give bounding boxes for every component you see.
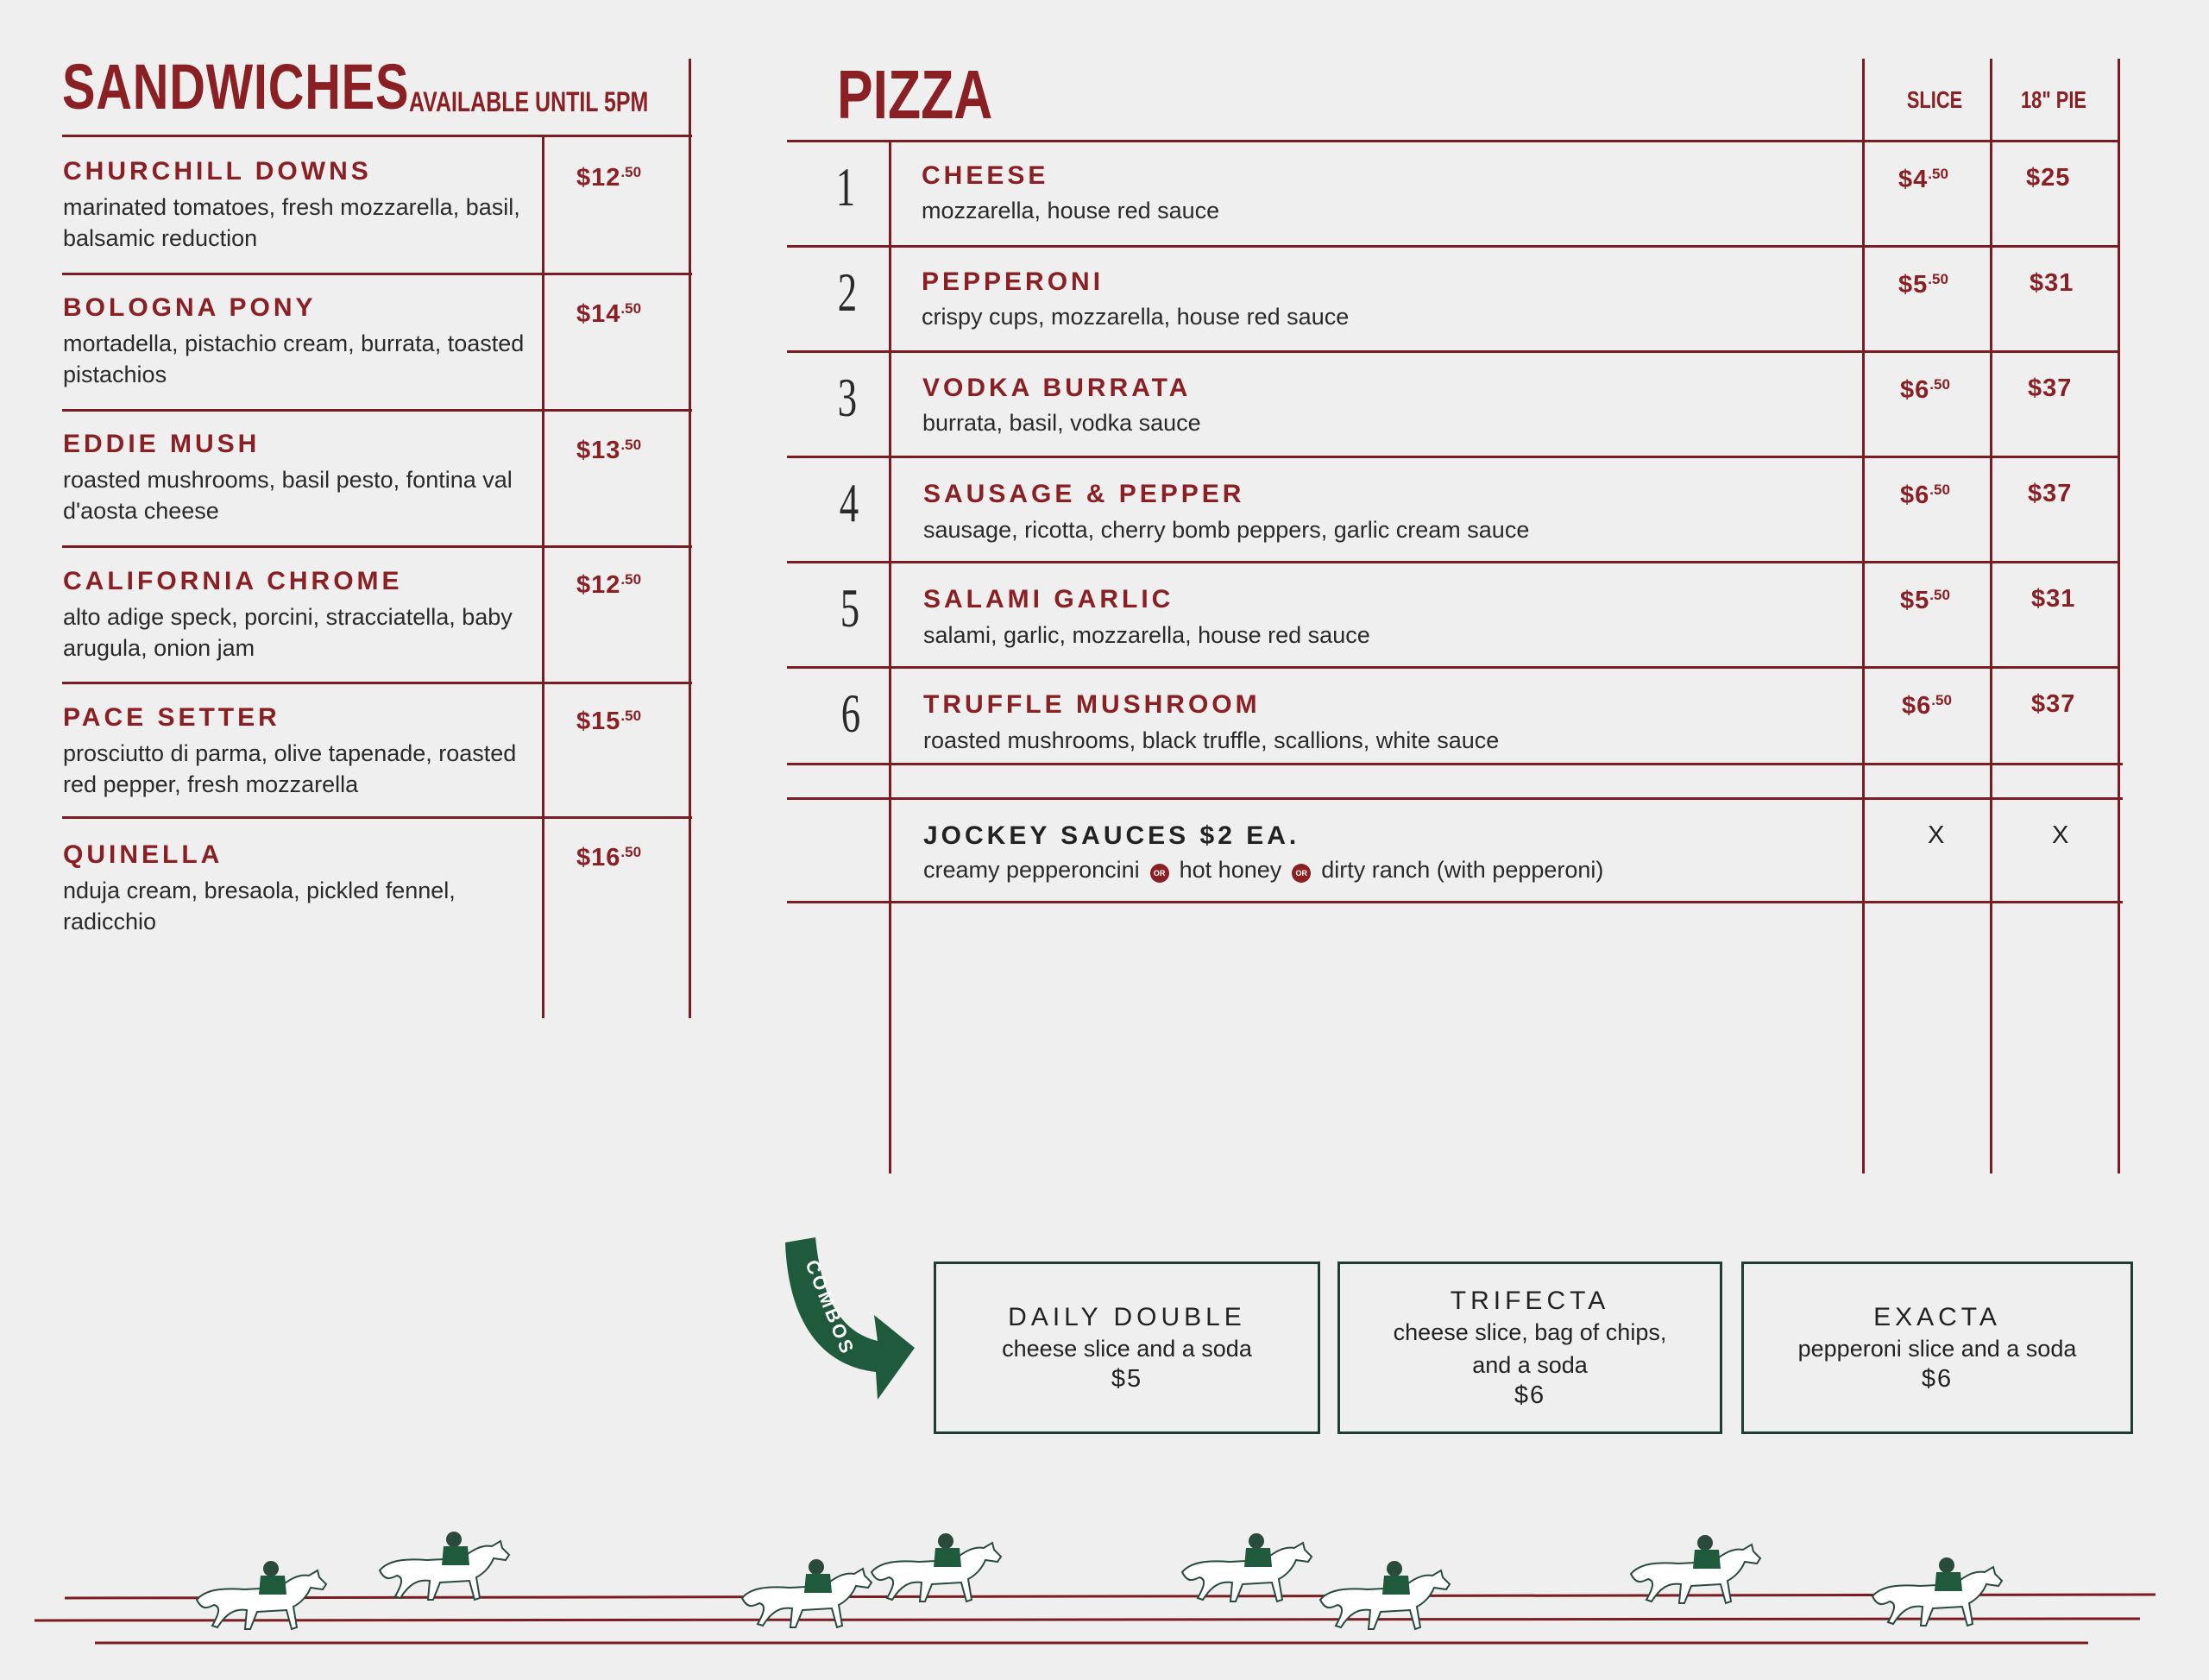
pizza-title: PIZZA xyxy=(837,56,993,133)
pizza-pie-column-line xyxy=(1990,59,1992,1173)
pizza-description: mozzarella, house red sauce xyxy=(922,198,1220,223)
combo-name: DAILY DOUBLE xyxy=(1008,1302,1246,1331)
combo-exacta xyxy=(1741,1262,2133,1434)
pizza-divider xyxy=(787,456,2119,458)
pizza-slice-price: $\$5^{.50}$ xyxy=(1898,271,1948,299)
sandwich-description: alto adige speck, porcini, stracciatella, baby arugula, onion jam xyxy=(63,604,513,661)
sandwiches-title: SANDWICHES xyxy=(62,51,410,123)
pizza-divider xyxy=(787,763,2123,765)
pizza-pie-price: $37 xyxy=(2028,480,2073,507)
pizza-divider xyxy=(787,561,2119,563)
pizza-divider xyxy=(787,666,2119,669)
sauces-slice-mark: X xyxy=(1928,821,1946,849)
sandwich-price: $\$14^{.50}$ xyxy=(576,300,642,328)
or-separator-icon: OR xyxy=(1292,864,1311,883)
combo-price: $6 xyxy=(1921,1364,1954,1393)
sandwich-name: EDDIE MUSH xyxy=(63,430,261,458)
pizza-slice-price: $\$6^{.50}$ xyxy=(1900,481,1950,509)
combos-arrow-icon xyxy=(781,1236,919,1413)
sandwich-price: $\$12^{.50}$ xyxy=(576,571,642,599)
combo-description: cheese slice and a soda xyxy=(1002,1335,1252,1362)
combo-trifecta xyxy=(1337,1262,1722,1434)
combos-label: COMBOS xyxy=(801,1256,859,1359)
sandwiches-availability-note: AVAILABLE UNTIL 5PM xyxy=(409,86,649,117)
sandwich-divider xyxy=(62,409,692,412)
slice-column-header: SLICE xyxy=(1906,86,1963,113)
pizza-description: crispy cups, mozzarella, house red sauce xyxy=(922,304,1350,330)
sandwich-divider xyxy=(62,682,692,684)
combo-price: $5 xyxy=(1111,1364,1143,1393)
pizza-description: salami, garlic, mozzarella, house red sauce xyxy=(923,622,1370,648)
sandwich-name: BOLOGNA PONY xyxy=(63,293,317,322)
pizza-section-border xyxy=(2118,59,2120,1173)
pizza-description: burrata, basil, vodka sauce xyxy=(922,410,1201,436)
combo-daily-double xyxy=(934,1262,1320,1434)
race-horse-icon xyxy=(380,1532,509,1600)
race-horse-icon xyxy=(742,1559,872,1627)
pizza-pie-price: $31 xyxy=(2031,585,2076,613)
sandwich-divider xyxy=(62,273,692,275)
sauce-option: creamy pepperoncini xyxy=(923,857,1140,883)
pizza-name: TRUFFLE MUSHROOM xyxy=(923,690,1261,719)
pizza-number: 5 xyxy=(840,577,860,639)
pizza-number: 1 xyxy=(835,156,856,217)
pizza-slice-column-line xyxy=(1862,59,1865,1173)
pizza-pie-price: $25 xyxy=(2026,164,2071,192)
pizza-slice-price: $\$6^{.50}$ xyxy=(1900,376,1950,404)
pizza-pie-price: $37 xyxy=(2028,374,2073,402)
pizza-number: 3 xyxy=(837,367,858,428)
pizza-divider xyxy=(787,350,2119,353)
race-track-decoration xyxy=(0,1501,2209,1676)
pizza-slice-price: $\$5^{.50}$ xyxy=(1900,587,1950,614)
pie-column-header: 18" PIE xyxy=(2021,86,2086,113)
race-horse-icon xyxy=(1182,1533,1312,1601)
pizza-slice-price: $\$4^{.50}$ xyxy=(1898,166,1948,193)
race-horse-icon xyxy=(1631,1535,1760,1603)
sandwich-name: CALIFORNIA CHROME xyxy=(63,567,403,595)
sandwich-description: nduja cream, bresaola, pickled fennel, radicchio xyxy=(63,878,456,934)
race-horse-icon xyxy=(1872,1557,2002,1626)
sandwich-section-border xyxy=(689,59,691,1018)
pizza-divider xyxy=(787,245,2119,248)
sauces-options xyxy=(923,854,1786,885)
pizza-number: 6 xyxy=(840,683,861,744)
combo-description: cheese slice, bag of chips, and a soda xyxy=(1393,1318,1667,1378)
combo-name: EXACTA xyxy=(1873,1302,2001,1331)
sauce-option: dirty ranch (with pepperoni) xyxy=(1321,857,1604,883)
pizza-pie-price: $37 xyxy=(2031,690,2076,718)
sauce-option: hot honey xyxy=(1179,857,1282,883)
pizza-slice-price: $\$6^{.50}$ xyxy=(1902,692,1952,720)
sandwich-price: $\$16^{.50}$ xyxy=(576,844,642,871)
pizza-name: PEPPERONI xyxy=(922,267,1104,296)
race-horse-icon xyxy=(197,1561,326,1629)
sandwich-name: CHURCHILL DOWNS xyxy=(63,157,372,186)
or-separator-icon: OR xyxy=(1150,864,1169,883)
sandwich-description: mortadella, pistachio cream, burrata, toasted pistachios xyxy=(63,330,525,387)
sauces-title: JOCKEY SAUCES $2 EA. xyxy=(923,821,1300,850)
pizza-description: roasted mushrooms, black truffle, scallions, white sauce xyxy=(923,727,1500,753)
sandwich-name: QUINELLA xyxy=(63,840,223,869)
pizza-pie-price: $31 xyxy=(2030,269,2074,297)
combo-name: TRIFECTA xyxy=(1450,1286,1610,1315)
pizza-divider xyxy=(787,797,2123,800)
sandwich-divider xyxy=(62,545,692,548)
race-horse-icon xyxy=(872,1533,1001,1601)
pizza-name: SALAMI GARLIC xyxy=(923,585,1174,613)
sandwich-description: roasted mushrooms, basil pesto, fontina val d'aosta cheese xyxy=(63,467,513,524)
pizza-divider xyxy=(787,140,2119,142)
pizza-number: 4 xyxy=(839,472,859,533)
pizza-number: 2 xyxy=(837,261,858,323)
sandwich-price: $\$12^{.50}$ xyxy=(576,164,642,192)
pizza-divider xyxy=(787,901,2123,903)
sandwich-price: $\$13^{.50}$ xyxy=(576,437,642,464)
pizza-number-column-line xyxy=(889,140,891,1173)
sandwich-description: prosciutto di parma, olive tapenade, roasted red pepper, fresh mozzarella xyxy=(63,740,517,797)
sandwich-description: marinated tomatoes, fresh mozzarella, basil, balsamic reduction xyxy=(63,194,520,251)
pizza-name: VODKA BURRATA xyxy=(922,374,1192,402)
sandwich-price: $\$15^{.50}$ xyxy=(576,708,642,735)
sandwich-divider xyxy=(62,135,692,137)
combo-price: $6 xyxy=(1514,1381,1546,1409)
sandwich-divider xyxy=(62,816,692,819)
pizza-name: CHEESE xyxy=(922,161,1049,190)
sauces-pie-mark: X xyxy=(2052,821,2070,849)
pizza-description: sausage, ricotta, cherry bomb peppers, garlic cream sauce xyxy=(923,517,1530,543)
combo-description: pepperoni slice and a soda xyxy=(1797,1335,2077,1362)
pizza-name: SAUSAGE & PEPPER xyxy=(923,480,1245,508)
sandwich-name: PACE SETTER xyxy=(63,703,280,732)
